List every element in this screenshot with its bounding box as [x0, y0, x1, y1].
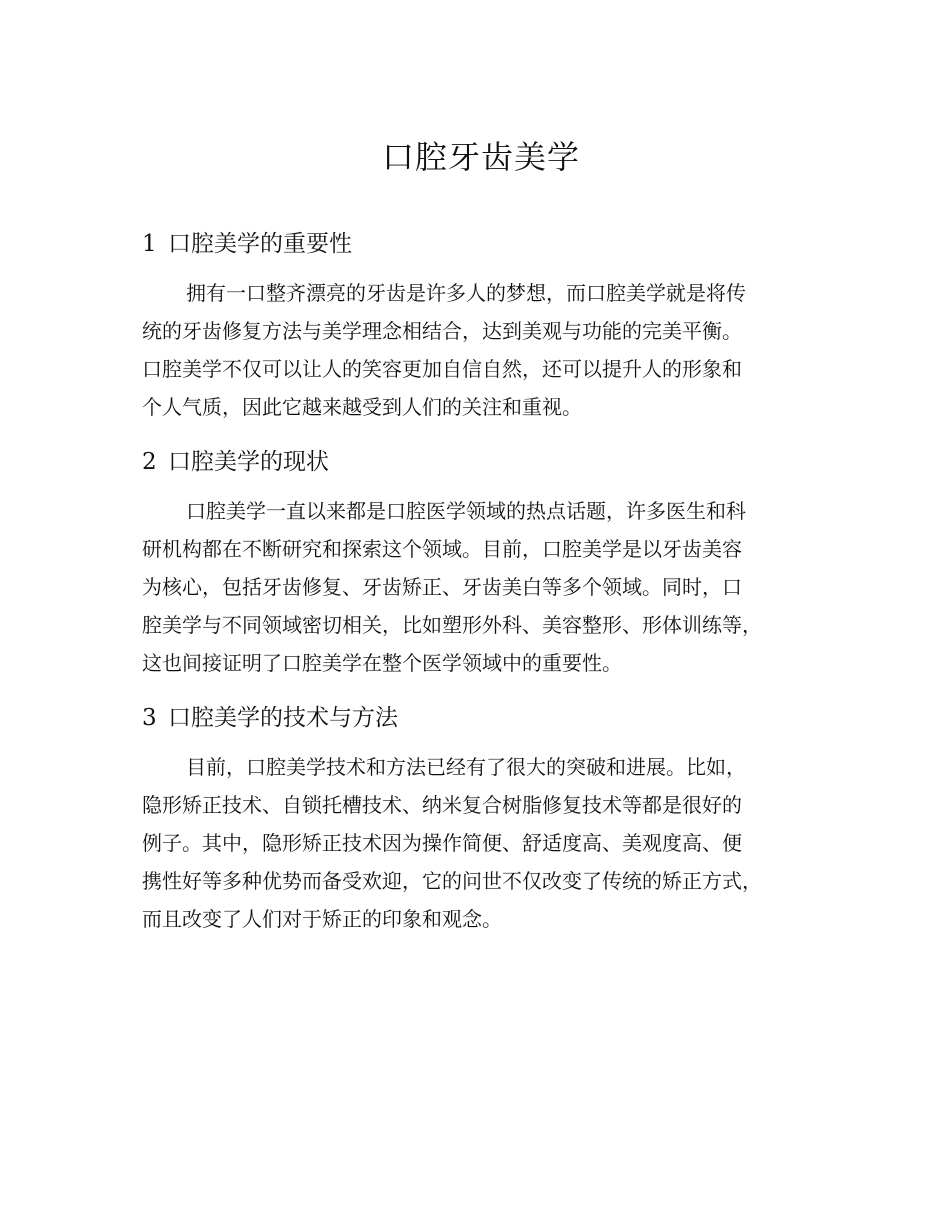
paragraph-line: 例子。其中，隐形矫正技术因为操作简便、舒适度高、美观度高、便: [142, 831, 742, 855]
paragraph-line: 口腔美学一直以来都是口腔医学领域的热点话题，许多医生和科: [186, 499, 746, 523]
paragraph-line: 隐形矫正技术、自锁托槽技术、纳米复合树脂修复技术等都是很好的: [142, 793, 742, 817]
paragraph-line: 这也间接证明了口腔美学在整个医学领域中的重要性。: [142, 651, 622, 675]
section-number: 3: [142, 705, 157, 731]
paragraph-line: 腔美学与不同领域密切相关，比如塑形外科、美容整形、形体训练等，: [142, 613, 762, 637]
paragraph-line: 目前，口腔美学技术和方法已经有了很大的突破和进展。比如，: [186, 755, 746, 779]
section-paragraph: [142, 274, 820, 426]
section-importance: [142, 228, 820, 426]
section-heading: [142, 702, 820, 734]
section-heading-text: 口腔美学的技术与方法: [168, 705, 398, 731]
section-heading: [142, 228, 820, 260]
section-heading-text: 口腔美学的重要性: [168, 231, 352, 257]
paragraph-line: 研机构都在不断研究和探索这个领域。目前，口腔美学是以牙齿美容: [142, 537, 742, 561]
section-paragraph: [142, 748, 820, 938]
section-heading-text: 口腔美学的现状: [168, 449, 329, 475]
paragraph-line: 统的牙齿修复方法与美学理念相结合，达到美观与功能的完美平衡。: [142, 319, 742, 343]
section-status: [142, 446, 820, 682]
section-paragraph: [142, 492, 820, 682]
paragraph-line: 为核心，包括牙齿修复、牙齿矫正、牙齿美白等多个领域。同时，口: [142, 575, 742, 599]
section-techniques: [142, 702, 820, 938]
paragraph-line: 拥有一口整齐漂亮的牙齿是许多人的梦想，而口腔美学就是将传: [186, 281, 746, 305]
document-title: 口腔牙齿美学: [381, 138, 580, 176]
paragraph-line: 个人气质，因此它越来越受到人们的关注和重视。: [142, 395, 582, 419]
paragraph-line: 而且改变了人们对于矫正的印象和观念。: [142, 907, 502, 931]
section-number: 1: [142, 231, 157, 257]
section-number: 2: [142, 449, 157, 475]
paragraph-line: 口腔美学不仅可以让人的笑容更加自信自然，还可以提升人的形象和: [142, 357, 742, 381]
section-heading: [142, 446, 820, 478]
paragraph-line: 携性好等多种优势而备受欢迎，它的问世不仅改变了传统的矫正方式，: [142, 869, 762, 893]
